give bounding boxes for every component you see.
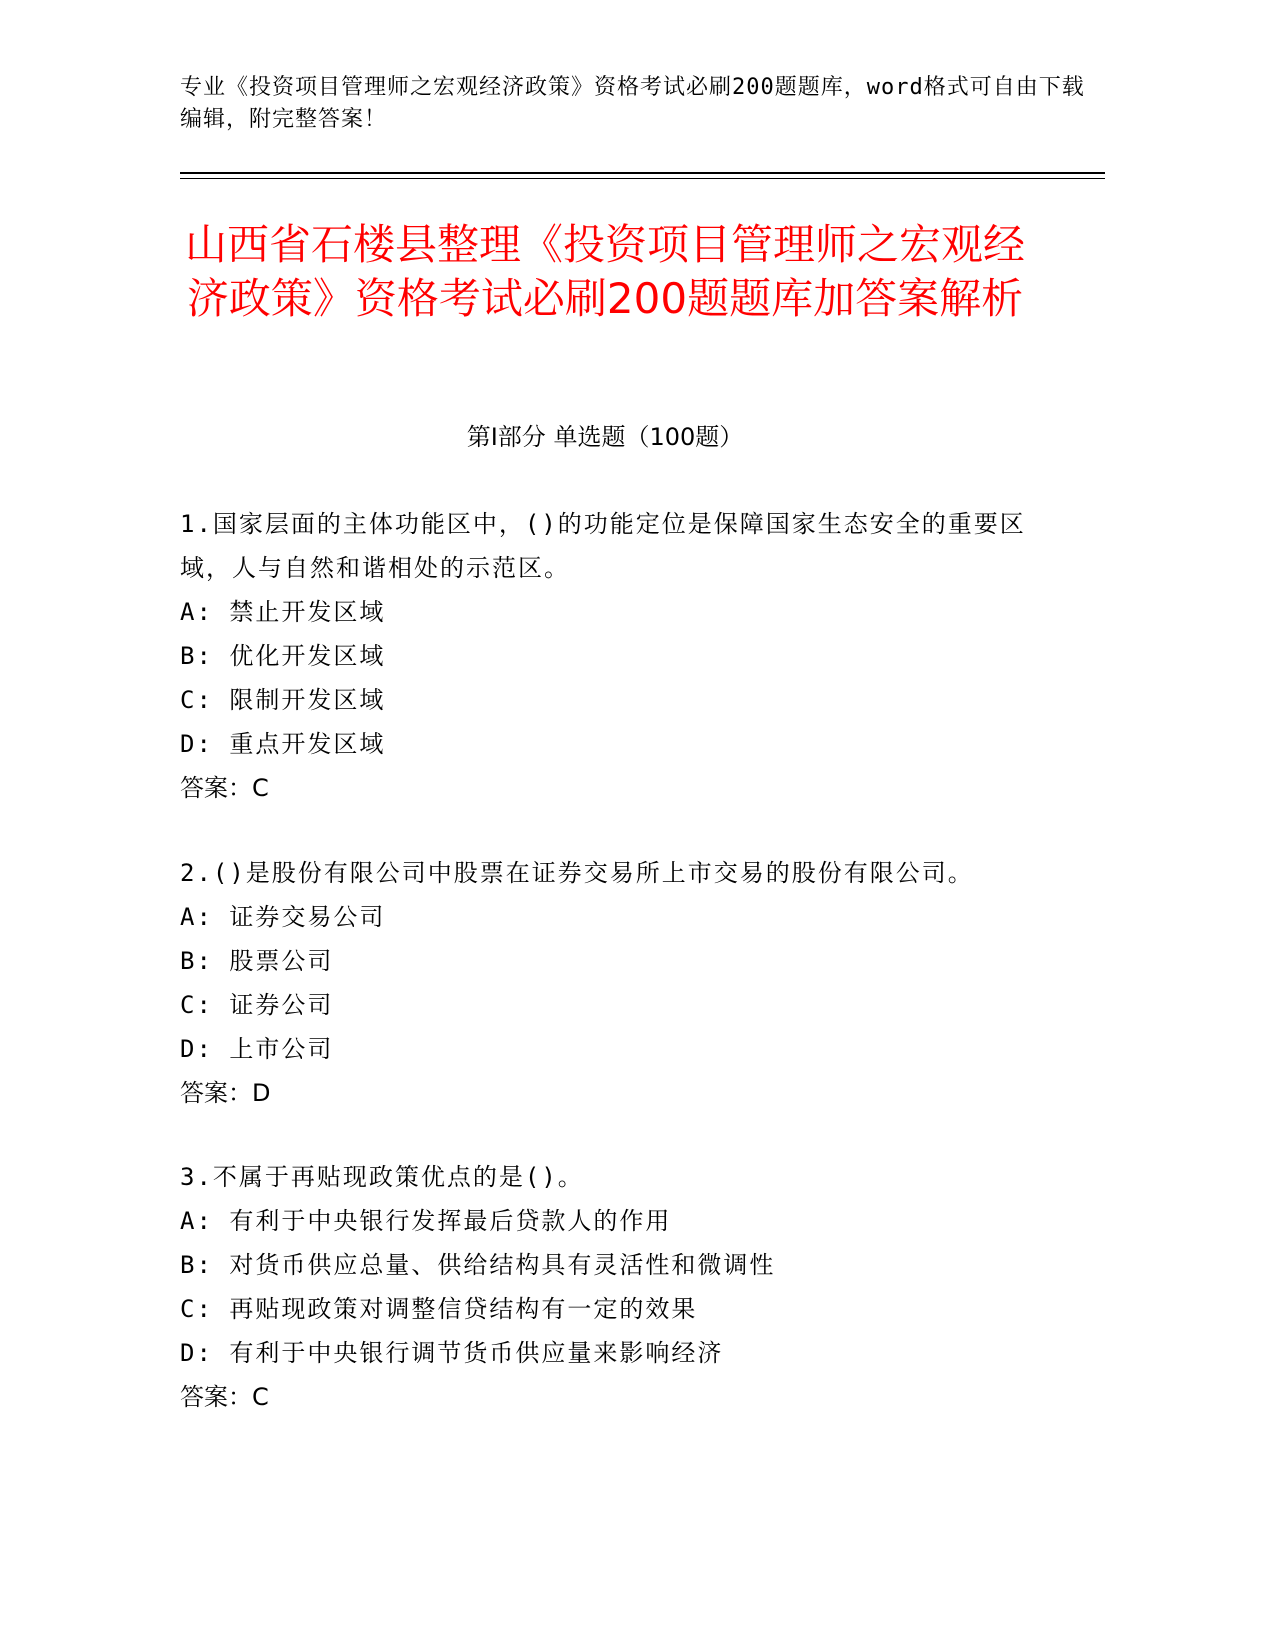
document-title: 山西省石楼县整理《投资项目管理师之宏观经济政策》资格考试必刷200题题库加答案解析 — [184, 220, 1025, 323]
question-2 — [180, 851, 1040, 1115]
option-a: A: 证券交易公司 — [180, 903, 386, 931]
question-text: 3.不属于再贴现政策优点的是()。 — [180, 1163, 584, 1191]
question-3 — [180, 1155, 1040, 1419]
option-d: D: 上市公司 — [180, 1035, 334, 1063]
answer: 答案：C — [180, 774, 269, 802]
option-a: A: 禁止开发区域 — [180, 598, 386, 626]
option-c: C: 再贴现政策对调整信贷结构有一定的效果 — [180, 1295, 698, 1323]
header-divider-thick — [180, 172, 1105, 174]
section-heading: 第I部分 单选题（100题） — [466, 423, 744, 451]
option-b: B: 股票公司 — [180, 947, 334, 975]
question-text: 2.()是股份有限公司中股票在证券交易所上市交易的股份有限公司。 — [180, 859, 974, 887]
option-b: B: 对货币供应总量、供给结构具有灵活性和微调性 — [180, 1251, 776, 1279]
option-d: D: 重点开发区域 — [180, 730, 386, 758]
option-b: B: 优化开发区域 — [180, 642, 386, 670]
question-1 — [180, 502, 1040, 810]
answer: 答案：C — [180, 1383, 269, 1411]
option-a: A: 有利于中央银行发挥最后贷款人的作用 — [180, 1207, 672, 1235]
header-divider-thin — [180, 178, 1105, 179]
header-note: 专业《投资项目管理师之宏观经济政策》资格考试必刷200题题库，word格式可自由下载编辑，附完整答案！ — [180, 75, 1085, 132]
option-c: C: 证券公司 — [180, 991, 334, 1019]
option-c: C: 限制开发区域 — [180, 686, 386, 714]
answer: 答案：D — [180, 1079, 271, 1107]
option-d: D: 有利于中央银行调节货币供应量来影响经济 — [180, 1339, 724, 1367]
question-text: 1.国家层面的主体功能区中，()的功能定位是保障国家生态安全的重要区域，人与自然和谐相处的示范区。 — [180, 510, 1026, 582]
